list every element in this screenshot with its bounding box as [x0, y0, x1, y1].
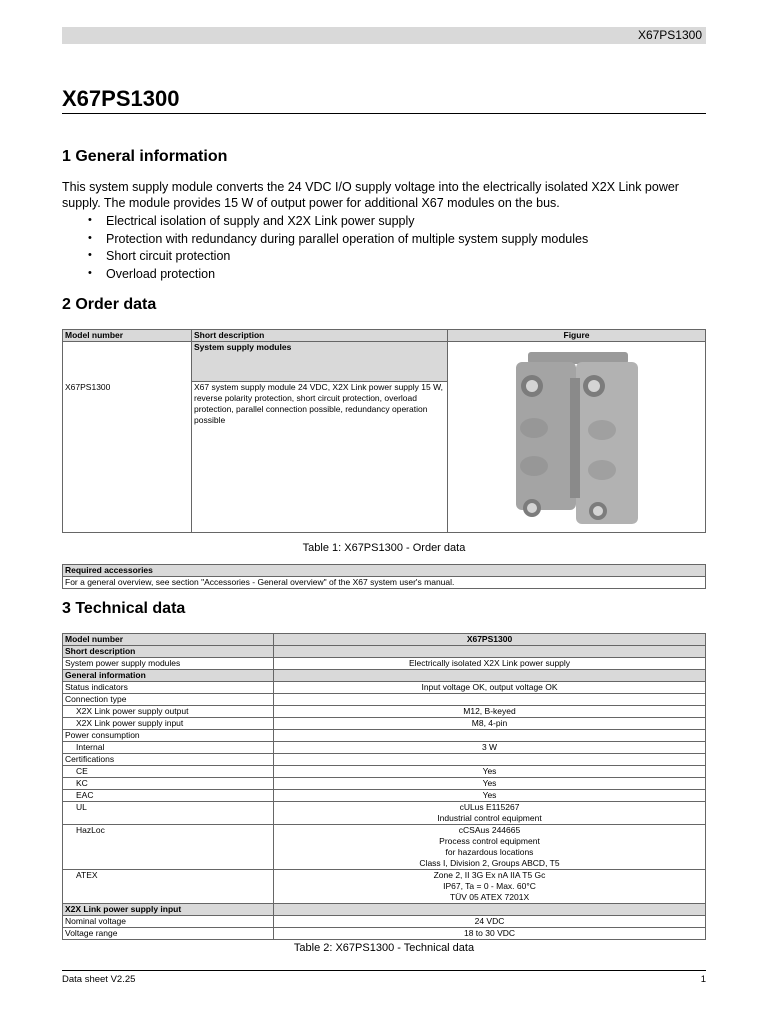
tech-header-label: Model number: [63, 634, 274, 646]
row-label: System power supply modules: [63, 658, 274, 670]
order-data-table: [62, 329, 706, 533]
section-heading-technical: 3 Technical data: [62, 600, 186, 617]
row-label: Internal: [63, 742, 274, 754]
page-number: 1: [700, 974, 706, 985]
row-label: ATEX: [63, 870, 274, 904]
row-value: 3 W: [274, 742, 706, 754]
group-row: System supply modules: [192, 342, 448, 382]
row-value: 18 to 30 VDC: [274, 928, 706, 940]
row-label: Power consumption: [63, 730, 274, 742]
row-value: Yes: [274, 790, 706, 802]
footer-version: Data sheet V2.25: [62, 974, 136, 985]
row-label: Voltage range: [63, 928, 274, 940]
table1-caption: Table 1: X67PS1300 - Order data: [302, 542, 466, 554]
row-label: CE: [63, 766, 274, 778]
feature-list: [88, 214, 588, 284]
page-title: X67PS1300: [62, 86, 180, 111]
order-model-cell: X67PS1300: [63, 382, 192, 533]
row-label: EAC: [63, 790, 274, 802]
row-value: Yes: [274, 766, 706, 778]
general-paragraph: This system supply module converts the 24 VDC I/O supply voltage into the electrically isolated X2X Link power supply. The module provides 15 W of output power for additional X67 modules on the bus.: [62, 180, 679, 210]
row-label: Connection type: [63, 694, 274, 706]
col-header-model: Model number: [63, 330, 192, 342]
row-label: Certifications: [63, 754, 274, 766]
row-value: Input voltage OK, output voltage OK: [274, 682, 706, 694]
col-header-figure: Figure: [448, 330, 706, 342]
row-value: 24 VDC: [274, 916, 706, 928]
row-label: UL: [63, 802, 274, 825]
row-value: cCSAus 244665 Process control equipment for hazardous locations Class I, Division 2, Groups ABCD, T5: [274, 825, 706, 870]
product-figure-cell: [448, 342, 706, 533]
row-label: X2X Link power supply output: [63, 706, 274, 718]
list-item: • Short circuit protection: [88, 249, 588, 267]
running-header: [62, 27, 706, 44]
row-value: M8, 4-pin: [274, 718, 706, 730]
row-value: Electrically isolated X2X Link power supply: [274, 658, 706, 670]
footer-rule: [62, 970, 706, 971]
table2-caption: Table 2: X67PS1300 - Technical data: [293, 942, 475, 954]
group-row: General information: [63, 670, 274, 682]
group-row: Short description: [63, 646, 274, 658]
tech-header-value: X67PS1300: [274, 634, 706, 646]
accessories-header: Required accessories: [63, 565, 706, 577]
technical-data-table: [62, 633, 706, 940]
row-value: cULus E115267 Industrial control equipment: [274, 802, 706, 825]
module-photo-icon: [512, 348, 642, 526]
row-value: M12, B-keyed: [274, 706, 706, 718]
accessories-text: For a general overview, see section "Accessories - General overview" of the X67 system user's manual.: [63, 577, 706, 589]
list-item: • Overload protection: [88, 267, 588, 285]
row-label: KC: [63, 778, 274, 790]
order-description-cell: X67 system supply module 24 VDC, X2X Link power supply 15 W, reverse polarity protection, short circuit protection, overload protection, parallel connection possible, redundancy operation possible: [192, 382, 448, 533]
header-product: X67PS1300: [637, 28, 702, 42]
row-value: Yes: [274, 778, 706, 790]
section-heading-general: 1 General information: [62, 148, 228, 165]
row-label: Status indicators: [63, 682, 274, 694]
list-item: • Electrical isolation of supply and X2X Link power supply: [88, 214, 588, 232]
title-rule: [62, 113, 706, 114]
section-heading-order: 2 Order data: [62, 296, 157, 313]
row-label: HazLoc: [63, 825, 274, 870]
accessories-table: [62, 564, 706, 589]
group-row: X2X Link power supply input: [63, 904, 274, 916]
list-item: • Protection with redundancy during parallel operation of multiple system supply modules: [88, 232, 588, 250]
row-label: X2X Link power supply input: [63, 718, 274, 730]
col-header-description: Short description: [192, 330, 448, 342]
row-label: Nominal voltage: [63, 916, 274, 928]
row-value: Zone 2, II 3G Ex nA IIA T5 Gc IP67, Ta = 0 - Max. 60°C TÜV 05 ATEX 7201X: [274, 870, 706, 904]
